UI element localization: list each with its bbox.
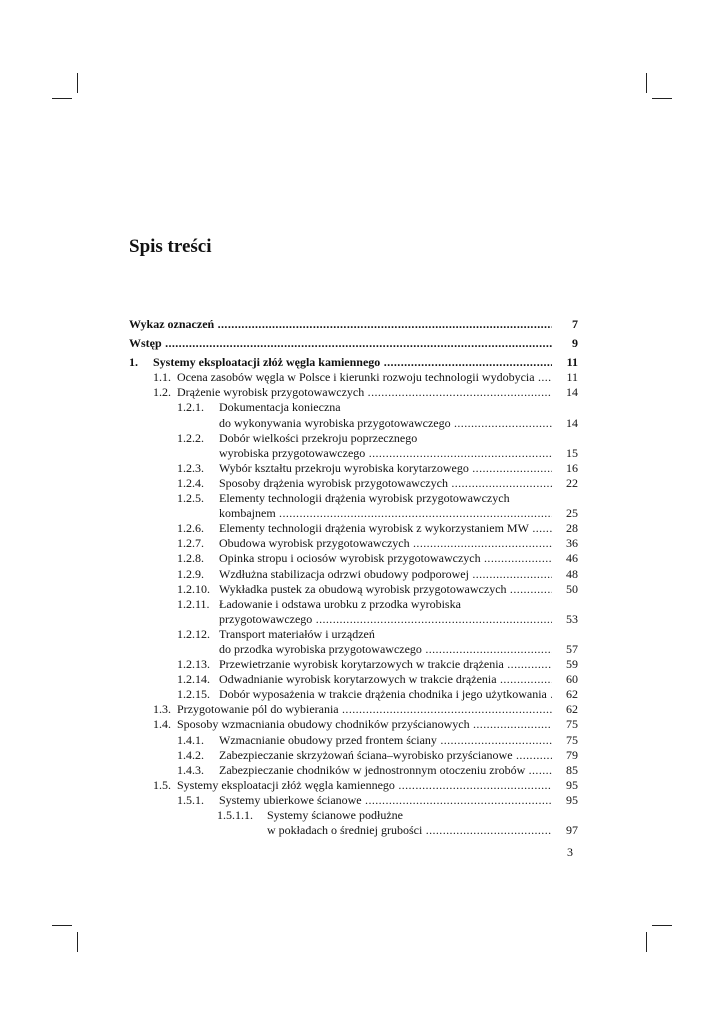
toc-entry-title: Wstęp [129,336,162,351]
toc-entry-title: Systemy eksploatacji złóż węgla kamiennego [153,355,381,370]
toc-entry-page: 46 [554,551,578,566]
toc-entry-page: 11 [554,355,578,370]
toc-entry [129,748,578,763]
toc-entry-number: 1.5. [153,777,171,792]
toc-entry [129,763,578,778]
toc-entry-title: Transport materiałów i urządzeń [219,626,375,641]
toc-entry [129,536,578,551]
toc-entry-title: do przodka wyrobiska przygotowawczego [219,641,422,656]
toc-entry-number: 1.4.1. [177,732,204,747]
toc-entry [129,336,578,351]
toc-entry [129,642,578,657]
toc-entry [129,733,578,748]
toc-entry [129,657,578,672]
toc-entry-page: 95 [554,778,578,793]
toc-entry-title: przygotowawczego [219,611,313,626]
toc-entry [129,461,578,476]
toc-entry-page: 22 [554,476,578,491]
toc-entry-number: 1.2.2. [177,430,204,445]
toc-entry [129,521,578,536]
toc-entry-title: Sposoby wzmacniania obudowy chodników przyścianowych [177,717,470,732]
toc-entry-title: Ocena zasobów węgla w Polsce i kierunki rozwoju technologii wydobycia [177,370,535,385]
toc-entry-title: Przewietrzanie wyrobisk korytarzowych w trakcie drążenia [219,657,504,672]
toc-entry-title: kombajnem [219,506,276,521]
toc-entry-title: Wykładka pustek za obudową wyrobisk przygotowawczych [219,581,507,596]
toc-entry-title: Drążenie wyrobisk przygotowawczych [177,385,365,400]
toc-entry [129,717,578,732]
page-number: 3 [567,845,573,859]
toc-entry-number: 1.1. [153,370,171,385]
toc-entry [129,385,578,400]
toc-entry [129,317,578,332]
toc-entry [129,416,578,431]
toc-entry [129,355,578,370]
toc-entry [129,672,578,687]
toc-entry-number: 1.2.8. [177,551,204,566]
toc-entry [129,778,578,793]
toc-entry-page: 62 [554,687,578,702]
toc-entry-number: 1.2.13. [177,657,210,672]
toc-entry-page: 97 [554,823,578,838]
page-title: Spis treści [129,236,212,257]
toc-entry [129,567,578,582]
toc-entry-page: 75 [554,733,578,748]
toc-entry-title: do wykonywania wyrobiska przygotowawczego [219,415,451,430]
toc-entry-title: Systemy ubierkowe ścianowe [219,792,362,807]
toc-entry-page: 16 [554,461,578,476]
toc-entry-page: 9 [554,336,578,351]
toc-entry [129,370,578,385]
toc-entry-number: 1. [129,355,138,370]
toc-entry [129,793,578,808]
toc-entry-title: Wzmacnianie obudowy przed frontem ściany [219,732,437,747]
crop-mark-bottom-left-v [77,932,78,952]
toc-entry-title: Opinka stropu i ociosów wyrobisk przygotowawczych [219,551,481,566]
toc-entry-number: 1.2.5. [177,491,204,506]
crop-mark-bottom-left-h [52,925,72,926]
toc-entry-page: 75 [554,717,578,732]
toc-entry [129,506,578,521]
toc-entry-title: Dobór wyposażenia w trakcie drążenia chodnika i jego użytkowania [219,687,547,702]
toc-entry-page: 79 [554,748,578,763]
toc-entry-number: 1.2.6. [177,521,204,536]
toc-entry-number: 1.2.1. [177,400,204,415]
toc-entry [129,446,578,461]
toc-entry-page: 25 [554,506,578,521]
toc-entry [129,808,578,823]
toc-entry-page: 85 [554,763,578,778]
toc-entry-number: 1.2.10. [177,581,210,596]
crop-mark-top-left-v [77,73,78,93]
toc-entry-title: Wzdłużna stabilizacja odrzwi obudowy podporowej [219,566,469,581]
toc-entry-number: 1.5.1.1. [217,808,253,822]
toc-entry-number: 1.2.4. [177,475,204,490]
toc-entry [129,476,578,491]
toc-entry-title: Obudowa wyrobisk przygotowawczych [219,536,410,551]
toc-entry-page: 15 [554,446,578,461]
toc-entry-page: 36 [554,536,578,551]
toc-entry-title: Zabezpieczanie chodników w jednostronnym otoczeniu zrobów [219,762,526,777]
toc-entry-title: Ładowanie i odstawa urobku z przodka wyrobiska [219,596,461,611]
toc-entry-page: 57 [554,642,578,657]
toc-entry-title: Systemy eksploatacji złóż węgla kamiennego [177,777,395,792]
toc-entry-page: 14 [554,416,578,431]
toc-entry-page: 14 [554,385,578,400]
toc-entry-title: Wykaz oznaczeń [129,317,215,331]
table-of-contents [129,317,578,838]
toc-entry-page: 11 [554,370,578,385]
toc-entry-title: Zabezpieczanie skrzyżowań ściana–wyrobisko przyścianowe [219,747,513,762]
toc-entry-number: 1.2.14. [177,672,210,687]
toc-entry-page: 48 [554,567,578,582]
toc-entry-title: Wybór kształtu przekroju wyrobiska korytarzowego [219,460,469,475]
crop-mark-top-left-h [52,98,72,99]
toc-entry-page: 50 [554,582,578,597]
toc-entry-page: 28 [554,521,578,536]
toc-entry-number: 1.2. [153,385,171,400]
toc-entry-title: Dokumentacja konieczna [219,400,341,415]
toc-entry-title: Elementy technologii drążenia wyrobisk z wykorzystaniem MW [219,521,529,536]
toc-entry-page: 60 [554,672,578,687]
toc-entry-title: Elementy technologii drążenia wyrobisk przygotowawczych [219,491,510,506]
toc-entry-number: 1.4. [153,717,171,732]
toc-entry [129,702,578,717]
toc-entry-number: 1.2.3. [177,460,204,475]
toc-entry-page: 53 [554,612,578,627]
toc-entry-number: 1.2.15. [177,687,210,702]
toc-entry-title: Systemy ścianowe podłużne [267,808,403,822]
toc-entry [129,491,578,506]
toc-entry [129,627,578,642]
toc-entry-number: 1.2.7. [177,536,204,551]
toc-entry-number: 1.5.1. [177,792,204,807]
toc-entry [129,597,578,612]
toc-entry-title: Przygotowanie pól do wybierania [177,702,339,717]
toc-entry-title: w pokładach o średniej grubości [267,823,423,838]
toc-entry-page: 95 [554,793,578,808]
toc-entry-page: 7 [554,317,578,332]
toc-entry-number: 1.2.12. [177,626,210,641]
toc-entry [129,687,578,702]
crop-mark-top-right-h [652,98,672,99]
toc-entry-number: 1.4.3. [177,762,204,777]
toc-entry-number: 1.2.11. [177,596,210,611]
toc-entry-title: Odwadnianie wyrobisk korytarzowych w trakcie drążenia [219,672,497,687]
crop-mark-bottom-right-h [652,925,672,926]
toc-entry-title: Sposoby drążenia wyrobisk przygotowawczych [219,475,448,490]
toc-entry [129,823,578,838]
crop-mark-top-right-v [646,73,647,93]
toc-entry [129,582,578,597]
toc-entry-number: 1.3. [153,702,171,717]
toc-entry-number: 1.4.2. [177,747,204,762]
toc-entry-number: 1.2.9. [177,566,204,581]
toc-entry-page: 59 [554,657,578,672]
toc-entry [129,551,578,566]
toc-entry [129,431,578,446]
toc-entry [129,400,578,415]
toc-entry-title: wyrobiska przygotowawczego [219,445,366,460]
toc-entry-page: 62 [554,702,578,717]
toc-entry-title: Dobór wielkości przekroju poprzecznego [219,430,418,445]
crop-mark-bottom-right-v [646,932,647,952]
toc-entry [129,612,578,627]
